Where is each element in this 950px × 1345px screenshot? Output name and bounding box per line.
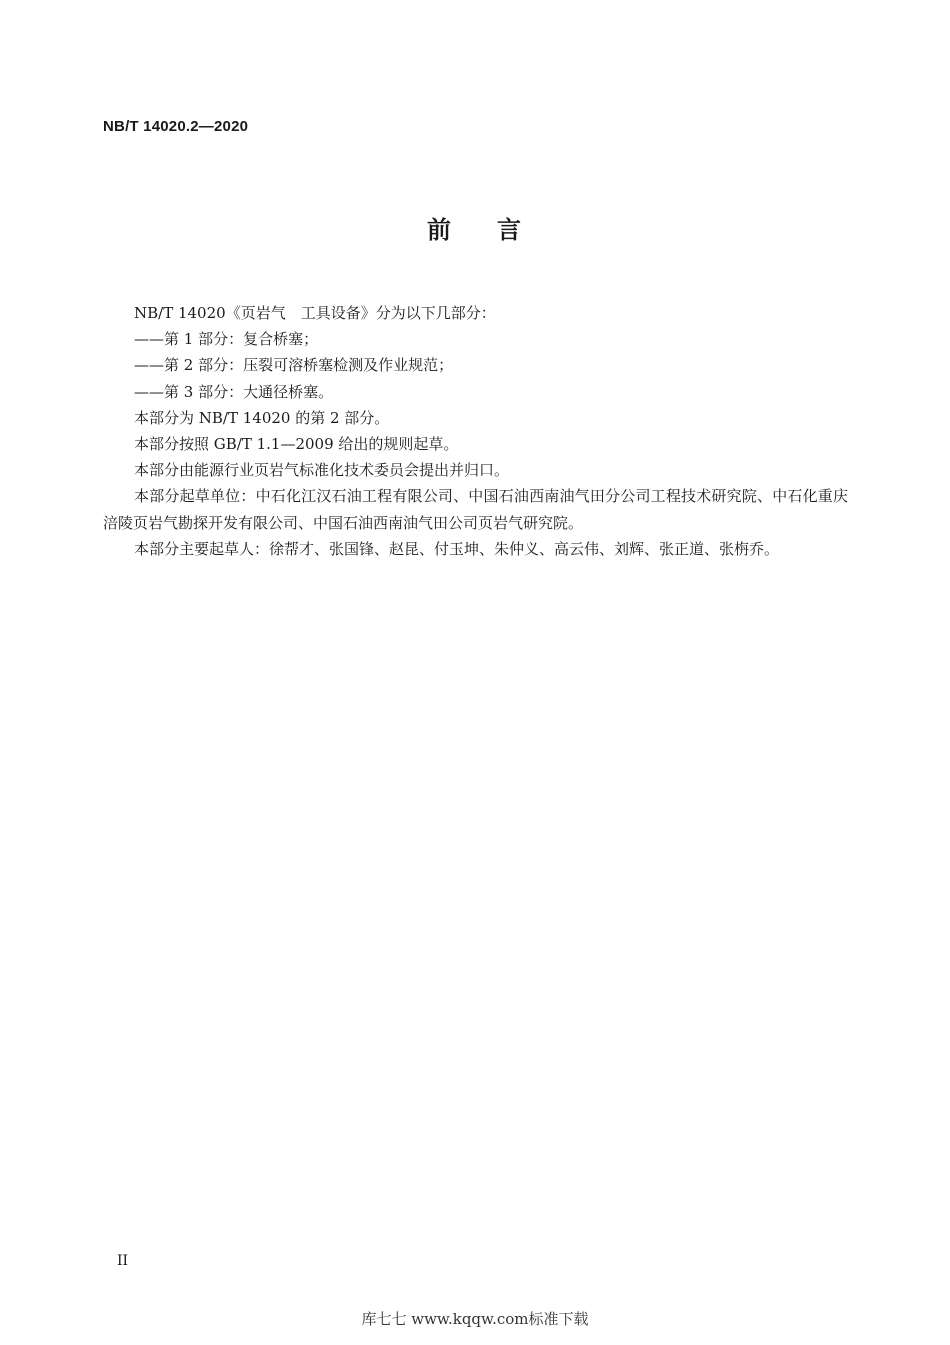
paragraph-this-part: 本部分为 NB/T 14020 的第 2 部分。 bbox=[134, 408, 390, 427]
standard-code: NB/T 14020.2—2020 bbox=[103, 118, 249, 135]
paragraph-drafting-rules: 本部分按照 GB/T 1.1—2009 给出的规则起草。 bbox=[134, 435, 459, 454]
page-number: II bbox=[117, 1253, 129, 1269]
page-title bbox=[0, 210, 950, 245]
paragraph-part-2: ——第 2 部分：压裂可溶桥塞检测及作业规范； bbox=[134, 356, 454, 375]
paragraph-part-3: ——第 3 部分：大通径桥塞。 bbox=[134, 382, 334, 401]
paragraph-proposed-by: 本部分由能源行业页岩气标准化技术委员会提出并归口。 bbox=[134, 461, 510, 480]
paragraph-drafters: 本部分主要起草人：徐帮才、张国锋、赵昆、付玉坤、朱仲义、高云伟、刘辉、张正道、张栴乔。 bbox=[134, 539, 780, 558]
paragraph-drafting-units: 本部分起草单位：中石化江汉石油工程有限公司、中国石油西南油气田分公司工程技术研究院、中石化重庆涪陵页岩气勘探开发有限公司、中国石油西南油气田公司页岩气研究院。 bbox=[103, 487, 848, 532]
title-part-1: 前 bbox=[427, 216, 453, 244]
foreword-body bbox=[103, 300, 848, 562]
title-part-2: 言 bbox=[497, 216, 523, 244]
paragraph-part-1: ——第 1 部分：复合桥塞； bbox=[134, 330, 319, 349]
paragraph-parts-intro: NB/T 14020《页岩气 工具设备》分为以下几部分： bbox=[134, 304, 496, 322]
download-watermark: 库七七 www.kqqw.com标准下载 bbox=[361, 1310, 589, 1328]
